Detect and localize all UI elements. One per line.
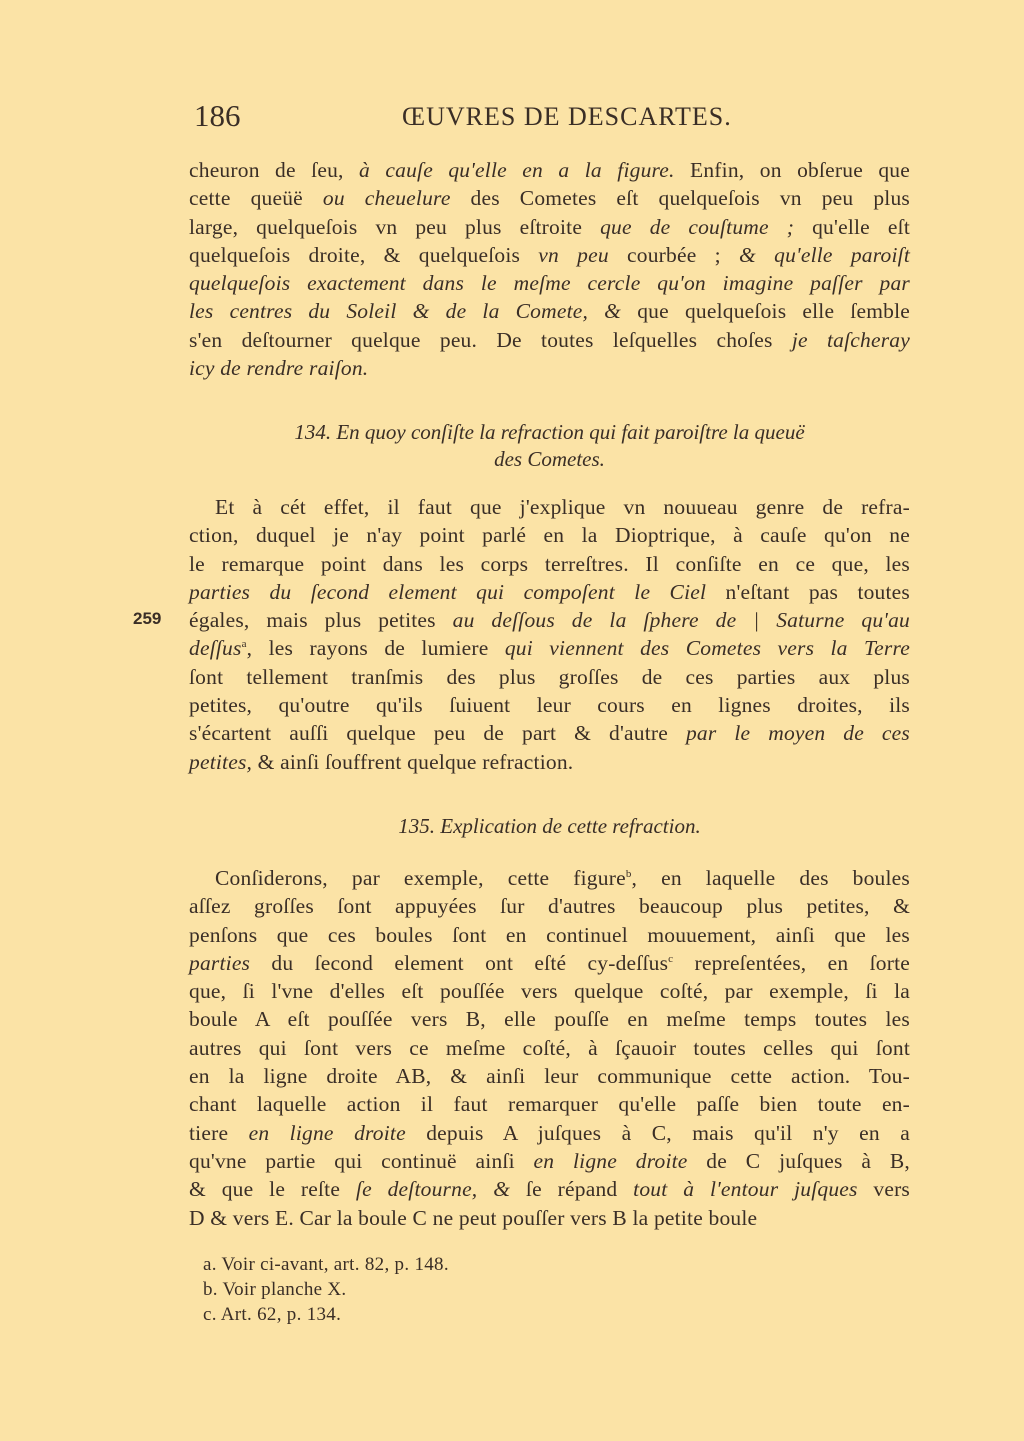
italic-text: en ligne droite bbox=[533, 1148, 688, 1173]
text-line: s'écartent auſſi quelque peu de part & d'autre par le moyen de ces bbox=[189, 721, 910, 746]
italic-text: icy de rendre raiſon. bbox=[189, 356, 369, 381]
text-line bbox=[189, 269, 910, 297]
text-line: qu'vne partie qui continuë ainſi en ligne droite de C juſques à B, bbox=[189, 1148, 910, 1173]
italic-text: les centres du Soleil & de la Comete, bbox=[189, 299, 589, 324]
text-line: D & vers E. Car la boule C ne peut pouſſer vers B la petite boule bbox=[189, 1205, 758, 1230]
text-line: les centres du Soleil & de la Comete, & que quelqueſois elle ſemble bbox=[189, 299, 910, 324]
text-line: petites, qu'outre qu'ils ſuiuent leur cours en lignes droites, ils bbox=[189, 693, 910, 718]
text-line: parties du ſecond element ont eſté cy-deſſus$^c$ repreſentées, en ſorte bbox=[189, 950, 910, 975]
page-header bbox=[194, 98, 910, 142]
text-line: large, quelqueſois vn peu plus eſtroite que de couſtume ; qu'elle eſt bbox=[189, 214, 910, 239]
italic-text: parties du ſecond element qui compoſent le Ciel bbox=[189, 579, 707, 604]
footnote: b. Voir planche X. bbox=[203, 1279, 347, 1300]
italic-text: deſſus bbox=[189, 636, 242, 661]
text-line: en la ligne droite AB, & ainſi leur communique cette action. Tou- bbox=[189, 1064, 910, 1089]
italic-text: en ligne droite bbox=[248, 1120, 406, 1145]
paragraph bbox=[189, 156, 910, 382]
italic-text: qui viennent des Cometes vers la Terre bbox=[504, 636, 910, 661]
footnote-marker: b bbox=[625, 867, 632, 880]
footnotes bbox=[203, 1252, 449, 1327]
italic-text: je taſcheray bbox=[791, 327, 910, 352]
text-line: & que le reſte ſe deſtourne, & ſe répand tout à l'entour juſques vers bbox=[189, 1177, 911, 1202]
text-line: autres qui ſont vers ce meſme coſté, à ſçauoir toutes celles qui ſont bbox=[189, 1035, 910, 1060]
text-line: s'en deſtourner quelque peu. De toutes leſquelles choſes je taſcheray bbox=[189, 327, 910, 352]
italic-text: à cauſe qu'elle en a la figure. bbox=[359, 158, 675, 182]
text-line: boule A eſt pouſſée vers B, elle pouſſe en meſme temps toutes les bbox=[189, 1007, 910, 1032]
italic-text: ou cheuelure bbox=[322, 186, 451, 211]
paragraph bbox=[189, 493, 910, 776]
text-line: tiere en ligne droite depuis A juſques à C, mais qu'il n'y en a bbox=[189, 1120, 910, 1145]
text-line: aſſez groſſes ſont appuyées ſur d'autres beaucoup plus petites, & bbox=[189, 894, 910, 919]
footnote: a. Voir ci-avant, art. 82, p. 148. bbox=[203, 1254, 449, 1275]
text-line: ction, duquel je n'ay point parlé en la Dioptrique, à cauſe qu'on ne bbox=[189, 523, 910, 548]
italic-text: & bbox=[604, 299, 622, 324]
text-line: quelqueſois droite, & quelqueſois vn peu courbée ; & qu'elle paroiſt bbox=[189, 242, 910, 267]
text-line: que, ſi l'vne d'elles eſt pouſſée vers quelque coſté, par exemple, ſi la bbox=[189, 979, 910, 1004]
text-line: deſſus$^a$, les rayons de lumiere qui viennent des Cometes vers la Terre bbox=[189, 636, 910, 661]
heading-line: 134. En quoy conſiſte la refraction qui fait paroiſtre la queuë bbox=[294, 420, 805, 444]
section-heading-135 bbox=[189, 813, 910, 840]
running-title: ŒUVRES DE DESCARTES. bbox=[402, 102, 732, 131]
text-line: petites, & ainſi ſouffrent quelque refraction. bbox=[189, 749, 574, 774]
text-line: égales, mais plus petites au deſſous de la ſphere de | Saturne qu'au bbox=[189, 608, 910, 633]
italic-text: parties bbox=[189, 950, 251, 975]
italic-text: vn peu bbox=[538, 242, 609, 267]
footnote-marker: c bbox=[668, 952, 674, 965]
text-line: Et à cét effet, il faut que j'explique vn nouueau genre de refra- bbox=[215, 495, 910, 519]
italic-text: par le moyen de ces bbox=[685, 721, 910, 746]
text-line: chant laquelle action il faut remarquer qu'elle paſſe bien toute en- bbox=[189, 1092, 910, 1117]
heading-line: 135. Explication de cette refraction. bbox=[398, 814, 701, 838]
italic-text: au deſſous de la ſphere de | Saturne qu'au bbox=[452, 608, 910, 633]
italic-text: quelqueſois exactement dans le meſme cercle qu'on imagine paſſer par bbox=[189, 271, 910, 296]
section-heading-134 bbox=[189, 419, 910, 473]
italic-text: petites, bbox=[189, 749, 253, 774]
text-line: Conſiderons, par exemple, cette figure$^b$, en laquelle des boules bbox=[215, 866, 910, 890]
italic-text: que de couſtume ; bbox=[600, 214, 795, 239]
text-line: ſont tellement tranſmis des plus groſſes de ces parties aux plus bbox=[189, 664, 910, 689]
margin-page-number: 259 bbox=[133, 609, 162, 628]
paragraph bbox=[189, 864, 910, 1232]
italic-text: ſe deſtourne, & bbox=[355, 1177, 511, 1202]
italic-text: tout à l'entour juſques bbox=[633, 1177, 858, 1202]
text-line: penſons que ces boules ſont en continuel mouuement, ainſi que les bbox=[189, 922, 910, 947]
text-line: le remarque point dans les corps terreſtres. Il conſiſte en ce que, les bbox=[189, 551, 910, 576]
footnote-marker: a bbox=[241, 638, 247, 651]
heading-line: des Cometes. bbox=[494, 447, 605, 471]
text-line bbox=[189, 354, 910, 382]
page-number: 186 bbox=[194, 98, 241, 133]
footnote: c. Art. 62, p. 134. bbox=[203, 1304, 342, 1325]
text-line: cheuron de ſeu, à cauſe qu'elle en a la figure. Enfin, on obſerue que bbox=[189, 158, 910, 182]
text-line: cette queüë ou cheuelure des Cometes eſt quelqueſois vn peu plus bbox=[189, 186, 910, 211]
italic-text: & qu'elle paroiſt bbox=[739, 242, 910, 267]
text-line: parties du ſecond element qui compoſent le Ciel n'eſtant pas toutes bbox=[189, 579, 910, 604]
